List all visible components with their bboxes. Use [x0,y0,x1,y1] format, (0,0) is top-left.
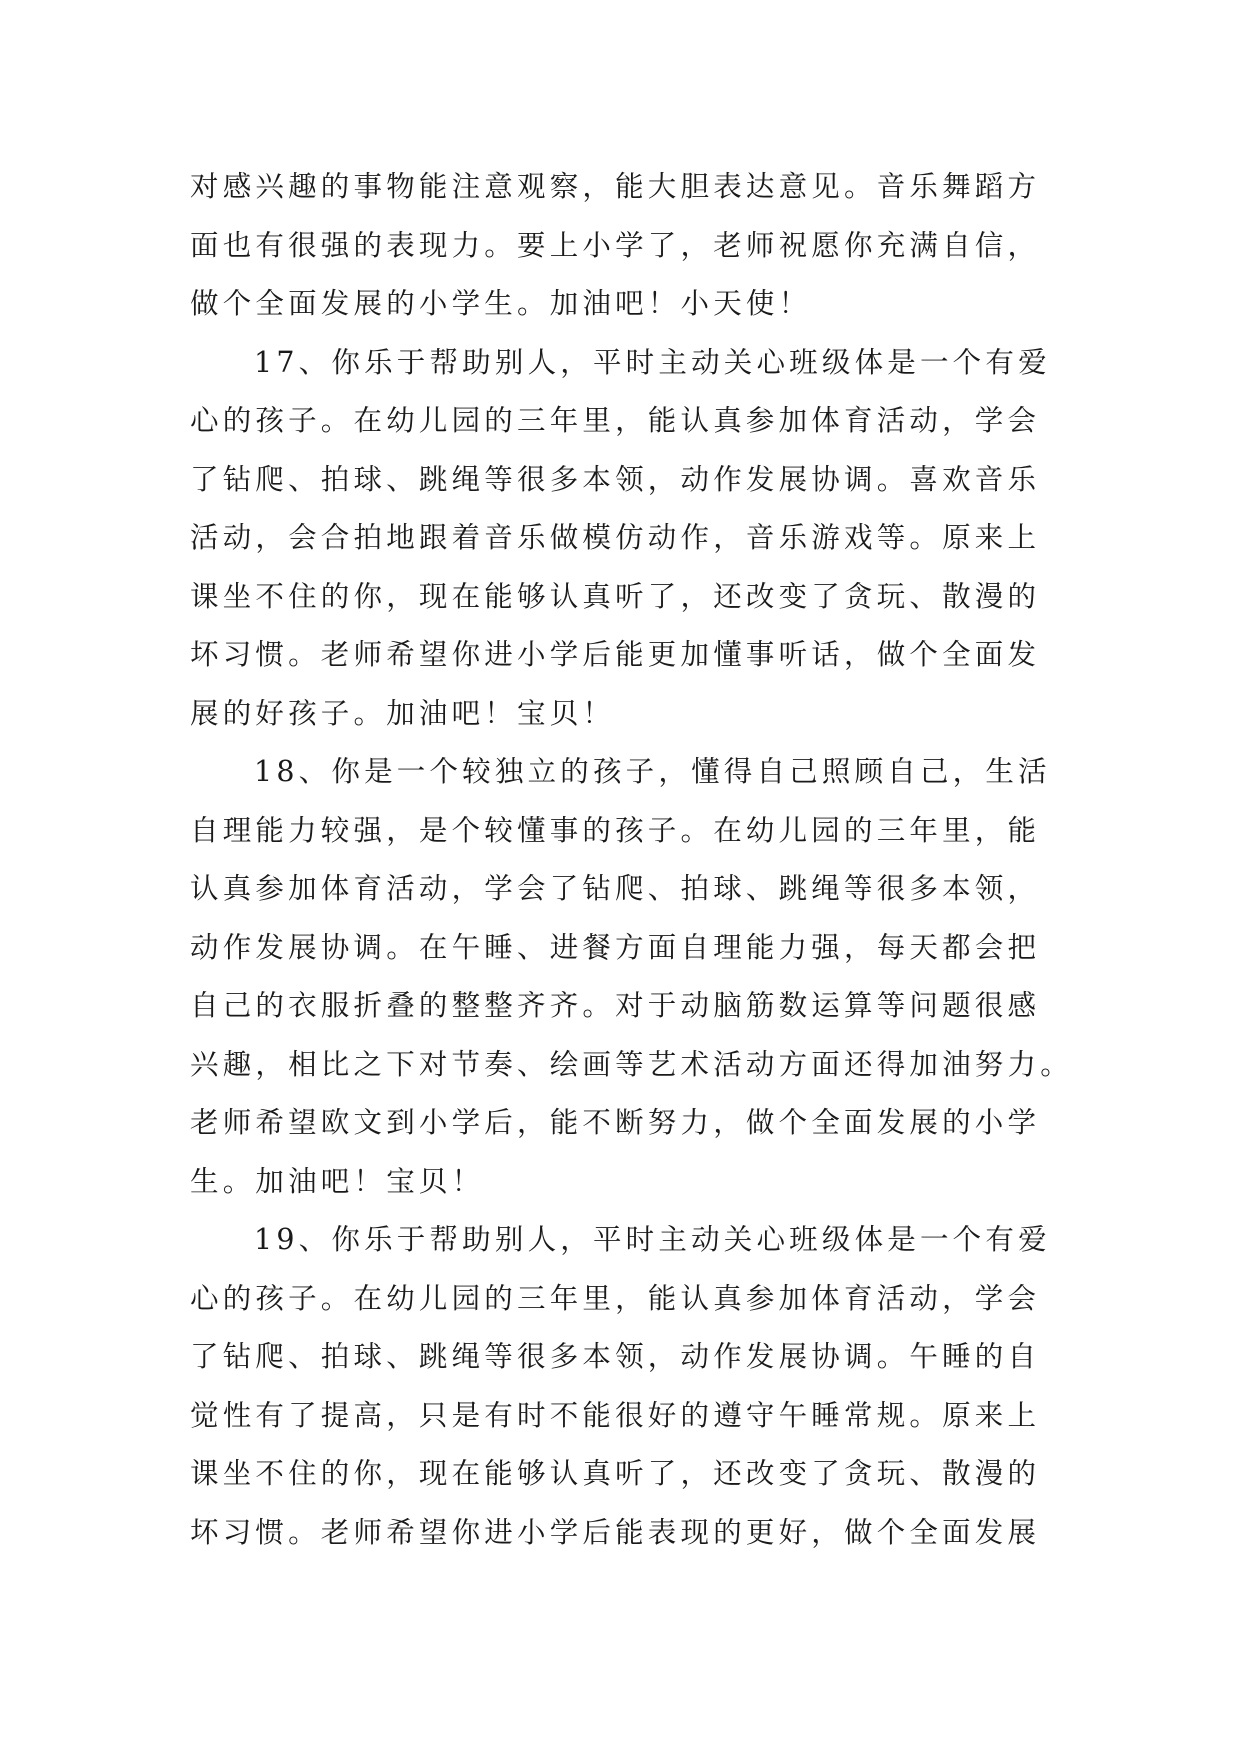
text-line: 心的孩子。在幼儿园的三年里，能认真参加体育活动，学会 [190,1281,1041,1315]
text-line: 生。加油吧！宝贝！ [190,1164,485,1198]
text-line: 自己的衣服折叠的整整齐齐。对于动脑筋数运算等问题很感 [190,989,1041,1022]
text-line: 动作发展协调。在午睡、进餐方面自理能力强，每天都会把 [190,930,1041,964]
text-line: 自理能力较强，是个较懂事的孩子。在幼儿园的三年里，能 [190,813,1041,847]
text-line: 心的孩子。在幼儿园的三年里，能认真参加体育活动，学会 [190,404,1041,437]
text-line: 17、你乐于帮助别人，平时主动关心班级体是一个有爱 [254,345,1051,379]
text-line: 面也有很强的表现力。要上小学了，老师祝愿你充满自信， [190,228,1041,262]
paragraph-18 [190,743,1073,1211]
text-line: 课坐不住的你，现在能够认真听了，还改变了贪玩、散漫的 [190,579,1041,613]
text-line: 课坐不住的你，现在能够认真听了，还改变了贪玩、散漫的 [190,1457,1041,1490]
text-line: 认真参加体育活动，学会了钻爬、拍球、跳绳等很多本领， [190,872,1041,905]
paragraph-17 [190,334,1050,744]
paragraph-19 [190,1211,1050,1562]
paragraph-1 [190,158,1050,334]
text-line: 了钻爬、拍球、跳绳等很多本领，动作发展协调。午睡的自 [190,1340,1041,1373]
document-page [190,158,1073,1562]
text-line: 坏习惯。老师希望你进小学后能表现的更好，做个全面发展 [190,1515,1041,1549]
text-line: 了钻爬、拍球、跳绳等很多本领，动作发展协调。喜欢音乐 [190,462,1041,496]
text-line: 做个全面发展的小学生。加油吧！小天使！ [190,287,812,320]
text-line: 展的好孩子。加油吧！宝贝！ [190,696,616,730]
text-line: 19、你乐于帮助别人，平时主动关心班级体是一个有爱 [254,1223,1051,1256]
text-line: 觉性有了提高，只是有时不能很好的遵守午睡常规。原来上 [190,1398,1041,1432]
text-line: 对感兴趣的事物能注意观察，能大胆表达意见。音乐舞蹈方 [190,170,1041,203]
text-line: 18、你是一个较独立的孩子，懂得自己照顾自己，生活 [254,755,1051,788]
text-line: 老师希望欧文到小学后，能不断努力，做个全面发展的小学 [190,1106,1041,1139]
text-line: 活动，会合拍地跟着音乐做模仿动作，音乐游戏等。原来上 [190,521,1041,554]
text-line: 坏习惯。老师希望你进小学后能更加懂事听话，做个全面发 [190,638,1041,671]
text-line: 兴趣，相比之下对节奏、绘画等艺术活动方面还得加油努力。 [190,1047,1073,1081]
